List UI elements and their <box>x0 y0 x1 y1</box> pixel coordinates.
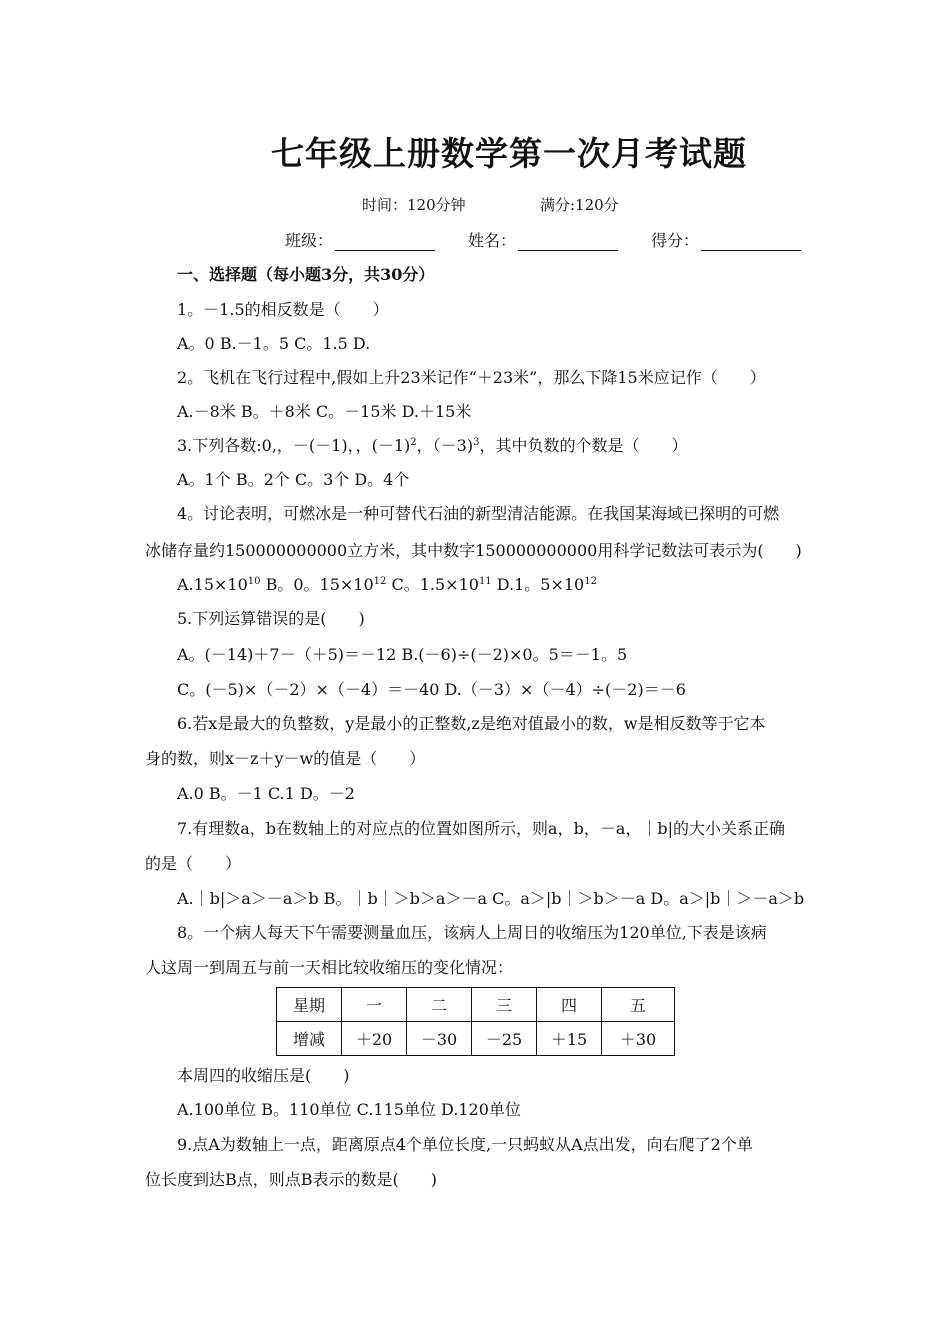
q7-line2: 的是（ ） <box>145 854 242 873</box>
q4-options: $A.15\times 10^{10}$ B。0。$15\times 10^{12}$ C。$1.5\times 10^{11}$ D.1。$5\times 10^{12}$ <box>177 575 597 594</box>
table-cell: ＋30 <box>602 1022 675 1056</box>
time-info: 时间：120分钟 <box>362 196 466 214</box>
page-title: 七年级上册数学第一次月考试题 <box>271 134 747 173</box>
table-cell: ＋20 <box>342 1022 407 1056</box>
score-field <box>651 228 801 251</box>
q8-options: A.100单位 B。110单位 C.115单位 D.120单位 <box>177 1100 521 1119</box>
table-row <box>277 1022 675 1056</box>
table-cell: 五 <box>602 988 675 1022</box>
q5-options-cd: C。(－5)×（－2）×（－4）＝－40 D.（－3）×（－4）÷(－2)＝－6 <box>177 680 686 699</box>
q7-options: A.｜b|＞a＞－a＞b B。｜b｜＞b＞a＞－a C。a＞|b｜＞b＞－a D。a＞|b｜＞－a＞b <box>177 889 805 908</box>
section-heading: 一、选择题（每小题3分，共30分） <box>177 265 435 284</box>
table-row <box>277 988 675 1022</box>
q2-options: A.－8米 B。＋8米 C。－15米 D.＋15米 <box>177 402 472 421</box>
class-blank[interactable] <box>335 236 435 251</box>
table-cell: 增减 <box>277 1022 342 1056</box>
q9-line2: 位长度到达B点，则点B表示的数是( ) <box>145 1170 438 1189</box>
blood-pressure-table <box>276 987 675 1056</box>
q5-options-ab: A。(－14)＋7－（＋5)＝－12 B.(－6)÷(－2)×0。5＝－1。5 <box>177 645 628 664</box>
table-cell: 三 <box>472 988 537 1022</box>
q1-options: A。0 B.－1。5 C。1.5 D. <box>177 334 371 353</box>
table-cell: 四 <box>537 988 602 1022</box>
q8-line2: 人这周一到周五与前一天相比较收缩压的变化情况： <box>145 958 514 977</box>
table-cell: ＋15 <box>537 1022 602 1056</box>
q1-stem: 1。－1.5的相反数是（ ） <box>177 300 389 319</box>
name-blank[interactable] <box>518 236 618 251</box>
q6-options: A.0 B。－1 C.1 D。－2 <box>177 784 355 803</box>
q3-stem: 3.下列各数:0,，－(－1)，，$(-1)^2$，（－3)$^3$，其中负数的个数是（ ） <box>177 436 688 455</box>
q2-stem: 2。飞机在飞行过程中,假如上升23米记作“＋23米”，那么下降15米应记作（ ） <box>177 368 766 387</box>
q8-line1: 8。一个病人每天下午需要测量血压，该病人上周日的收缩压为120单位,下表是该病 <box>177 923 767 942</box>
score-blank[interactable] <box>701 236 801 251</box>
full-score-info: 满分:120分 <box>540 196 619 214</box>
q8-after-table: 本周四的收缩压是( ) <box>177 1066 350 1085</box>
q6-line2: 身的数，则x－z＋y－w的值是（ ） <box>145 749 426 768</box>
table-cell: 星期 <box>277 988 342 1022</box>
table-cell: －30 <box>407 1022 472 1056</box>
q7-line1: 7.有理数a，b在数轴上的对应点的位置如图所示，则a，b，－a，｜b|的大小关系正确 <box>177 819 786 838</box>
class-label: 班级： <box>285 231 334 250</box>
q9-line1: 9.点A为数轴上一点，距离原点4个单位长度,一只蚂蚁从A点出发，向右爬了2个单 <box>177 1135 753 1154</box>
name-label: 姓名： <box>468 231 517 250</box>
table-cell: 一 <box>342 988 407 1022</box>
score-label: 得分： <box>651 231 700 250</box>
class-field <box>285 228 435 251</box>
q4-line2: 冰储存量约150000000000立方米，其中数字150000000000用科学记数法可表示为( ) <box>145 541 802 560</box>
table-cell: －25 <box>472 1022 537 1056</box>
q5-stem: 5.下列运算错误的是( ) <box>177 609 365 628</box>
q4-line1: 4。讨论表明，可燃冰是一种可替代石油的新型清洁能源。在我国某海域已探明的可燃 <box>177 504 780 523</box>
name-field <box>468 228 618 251</box>
q3-options: A。1个 B。2个 C。3个 D。4个 <box>177 470 410 489</box>
q6-line1: 6.若x是最大的负整数，y是最小的正整数,z是绝对值最小的数，w是相反数等于它本 <box>177 714 766 733</box>
table-cell: 二 <box>407 988 472 1022</box>
